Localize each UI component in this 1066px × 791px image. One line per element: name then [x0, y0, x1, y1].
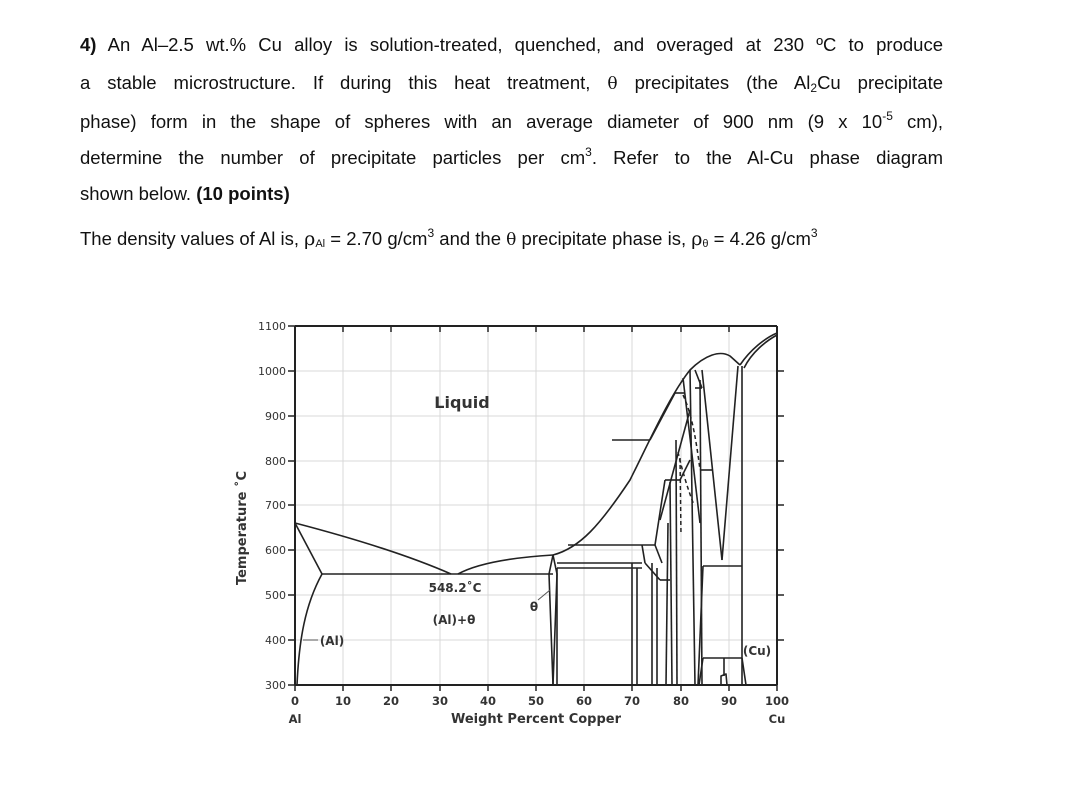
svg-text:100: 100 [764, 694, 790, 708]
phase-labels [320, 393, 771, 658]
svg-text:50: 50 [527, 694, 545, 708]
y-tick-labels [258, 320, 286, 692]
theta-symbol: θ [506, 230, 517, 250]
problem-text: a stable microstructure. If during this heat treatment, [80, 72, 591, 93]
density-text: precipitate phase is, [521, 228, 687, 249]
al-phase-label: (Al) [319, 634, 345, 648]
liquid-label: Liquid [434, 393, 490, 412]
density-theta-value: = 4.26 $g/cm^3$ [708, 226, 818, 249]
theta-label: θ [529, 600, 539, 614]
theta-symbol: θ [607, 74, 618, 94]
svg-text:1000: 1000 [258, 365, 286, 378]
svg-text:80: 80 [672, 694, 690, 708]
problem-text: shown below. [80, 183, 192, 204]
rho-subscript-theta: θ [702, 238, 709, 250]
svg-text:40: 40 [479, 694, 497, 708]
density-text: and the [434, 228, 502, 249]
density-al-value: = 2.70 $g/cm^3$ [325, 226, 435, 249]
svg-text:800: 800 [265, 455, 286, 468]
question-number: 4) [80, 34, 97, 55]
x-axis-label: Weight Percent Copper [450, 712, 622, 727]
svg-text:70: 70 [623, 694, 641, 708]
svg-text:20: 20 [382, 694, 400, 708]
svg-text:60: 60 [575, 694, 593, 708]
problem-text: An Al–2.5 wt.% Cu alloy is solution-treated, quenched, and overaged at 230 ºC to produce [107, 34, 943, 55]
eutectic-temp-label: 548.2˚C [428, 581, 482, 595]
svg-text:600: 600 [265, 544, 286, 557]
points-label: (10 points) [196, 183, 290, 204]
x-end-label-cu: Cu [768, 712, 786, 726]
y-axis-label: Temperature ˚C [235, 470, 250, 586]
cu-phase-label: (Cu) [742, 644, 772, 658]
x-end-label-al: Al [288, 712, 302, 726]
problem-text: determine the number of precipitate particles per $cm^3$. Refer to the Al-Cu phase diagram [80, 145, 943, 168]
al-theta-label: (Al)+θ [432, 613, 476, 627]
grid-lines [295, 326, 777, 685]
problem-text: precipitates (the $Al_2Cu$ precipitate [634, 72, 944, 95]
svg-text:90: 90 [720, 694, 738, 708]
label-leaders [303, 590, 550, 640]
svg-text:10: 10 [334, 694, 352, 708]
svg-text:1100: 1100 [258, 320, 286, 333]
problem-text: phase) form in the shape of spheres with an average diameter of 900 nm (9 x $10^{-5}$ cm), [80, 109, 943, 132]
svg-text:400: 400 [265, 634, 286, 647]
rho-subscript-al: Al [315, 238, 326, 250]
svg-text:300: 300 [265, 679, 286, 692]
svg-text:900: 900 [265, 410, 286, 423]
rho-symbol: ρ [691, 228, 703, 250]
svg-text:700: 700 [265, 499, 286, 512]
svg-text:0: 0 [290, 694, 300, 708]
svg-text:30: 30 [431, 694, 449, 708]
rho-symbol: ρ [304, 228, 316, 250]
density-text: The density values of Al is, [80, 228, 300, 249]
svg-text:500: 500 [265, 589, 286, 602]
